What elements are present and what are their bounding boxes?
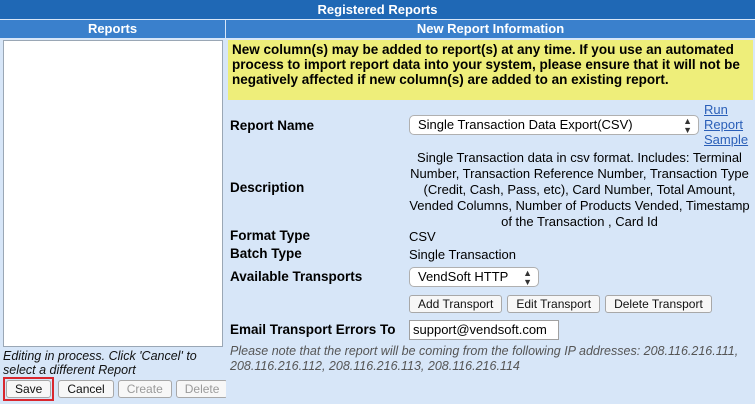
delete-transport-button[interactable]: Delete Transport bbox=[605, 295, 712, 313]
select-arrows-icon: ▲ ▼ bbox=[523, 268, 532, 287]
reports-list[interactable] bbox=[3, 40, 223, 347]
transports-value: VendSoft HTTP bbox=[418, 269, 509, 284]
report-info-column-header: New Report Information bbox=[226, 20, 755, 38]
batch-type-value: Single Transaction bbox=[409, 247, 516, 262]
description-value: Single Transaction data in csv format. Includes: Terminal Number, Transaction Reference Number, Transaction Type (Credit, Cash, Pass, etc), Card Number, Total Amount, Vended Columns, Number of Products Vended, Timestamp of the Transaction , Card Id bbox=[409, 150, 750, 229]
select-arrows-icon: ▲ ▼ bbox=[683, 116, 692, 135]
available-transports-label: Available Transports bbox=[230, 269, 363, 284]
edit-transport-button[interactable]: Edit Transport bbox=[507, 295, 600, 313]
save-button[interactable]: Save bbox=[6, 380, 51, 398]
new-columns-warning: New column(s) may be added to report(s) at any time. If you use an automated process to import report data into your system, please ensure that it will not be negatively affected if new column(s) are added to an existing report. bbox=[228, 40, 753, 100]
description-label: Description bbox=[230, 180, 305, 195]
report-actions bbox=[3, 380, 228, 401]
reports-panel bbox=[0, 38, 225, 404]
cancel-button[interactable]: Cancel bbox=[58, 380, 113, 398]
add-transport-button[interactable]: Add Transport bbox=[409, 295, 502, 313]
report-name-label: Report Name bbox=[230, 118, 315, 133]
transport-actions bbox=[409, 295, 712, 313]
batch-type-label: Batch Type bbox=[230, 246, 302, 261]
report-info-panel bbox=[226, 38, 755, 404]
create-button[interactable]: Create bbox=[118, 380, 172, 398]
save-button-highlight bbox=[3, 377, 54, 401]
run-report-sample-link[interactable]: Run Report Sample bbox=[704, 102, 749, 147]
transports-select[interactable] bbox=[409, 267, 539, 287]
email-transport-errors-input[interactable]: support@vendsoft.com bbox=[409, 320, 559, 340]
ip-addresses-note: Please note that the report will be coming from the following IP addresses: 208.116.216.111, 208.116.216.112, 208.116.216.113, 208.116.216.114 bbox=[230, 344, 739, 373]
page-title: Registered Reports bbox=[0, 0, 755, 19]
email-transport-errors-label: Email Transport Errors To bbox=[230, 322, 396, 337]
report-name-select[interactable] bbox=[409, 115, 699, 135]
reports-column-header: Reports bbox=[0, 20, 225, 38]
editing-note: Editing in process. Click 'Cancel' to select a different Report bbox=[3, 349, 197, 377]
delete-button[interactable]: Delete bbox=[176, 380, 229, 398]
report-name-value: Single Transaction Data Export(CSV) bbox=[418, 117, 633, 132]
format-type-value: CSV bbox=[409, 229, 436, 244]
format-type-label: Format Type bbox=[230, 228, 311, 243]
